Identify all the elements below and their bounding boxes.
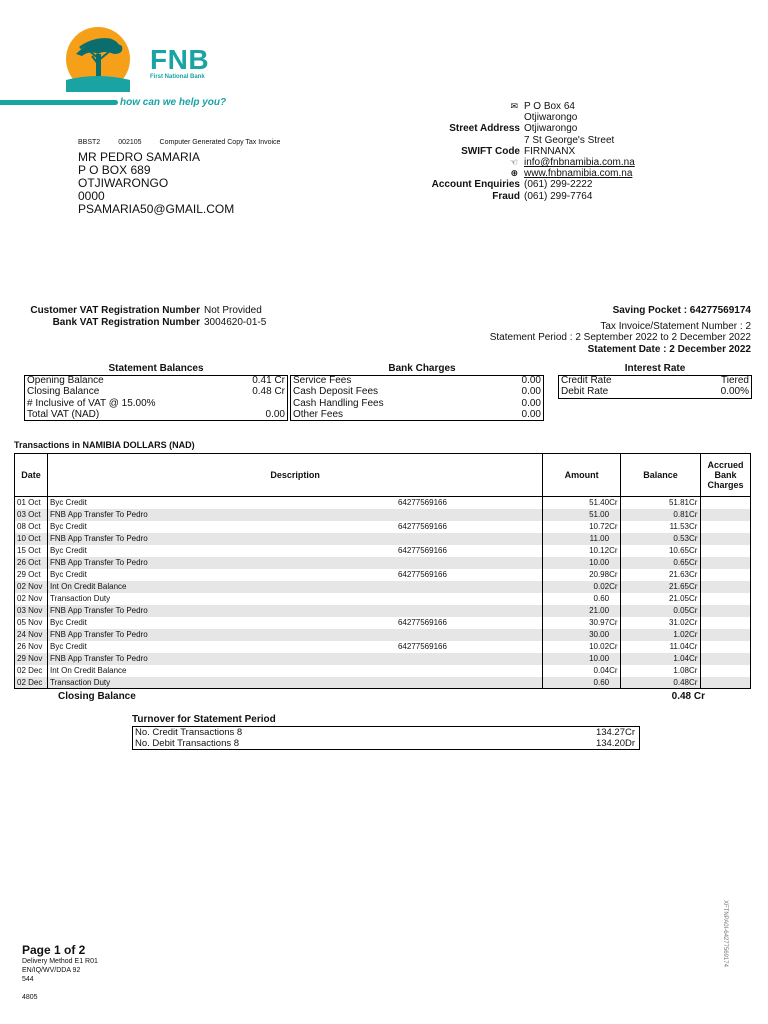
bank-contact-block — [400, 101, 740, 202]
interest-rate-row — [559, 376, 752, 387]
tx-balance-value: 51.81 — [668, 498, 689, 508]
tx-amount-value: 10.02 — [589, 642, 610, 651]
tx-amount — [543, 629, 621, 641]
tx-ref: 64277569166 — [397, 570, 447, 579]
tx-balance-value: 11.53 — [669, 522, 689, 531]
tx-balance-value: 1.08 — [673, 666, 689, 675]
col-date: Date — [15, 454, 48, 497]
tx-amount-value: 10.00 — [589, 558, 610, 567]
fraud-value: (061) 299-7764 — [524, 190, 593, 202]
page-number: Page 1 of 2 — [22, 943, 86, 957]
transaction-row — [15, 677, 751, 689]
tx-description — [47, 497, 542, 509]
tx-balance-value: 31.02 — [668, 618, 689, 627]
tx-description — [47, 581, 542, 593]
tx-balance — [621, 653, 701, 665]
tx-desc-text: Byc Credit — [49, 642, 87, 651]
tx-description — [47, 545, 542, 557]
tx-desc-text: Int On Credit Balance — [49, 582, 127, 591]
tx-desc-text: Byc Credit — [49, 522, 87, 531]
tx-description — [47, 617, 542, 629]
bank-charges-label: Cash Handling Fees — [293, 397, 384, 409]
bank-charges-table — [290, 375, 544, 421]
statement-balances-value — [230, 398, 288, 409]
tx-accrued — [701, 605, 751, 617]
interest-rate-value: 0.00% — [720, 386, 749, 398]
tx-date: 03 Nov — [15, 605, 48, 617]
tx-description — [47, 653, 542, 665]
bank-charges-label: Other Fees — [293, 408, 344, 420]
tx-balance-value: 11.04 — [669, 642, 689, 651]
tx-date: 01 Oct — [15, 497, 48, 509]
tx-amount-value: 11.00 — [589, 534, 610, 543]
tx-description — [47, 593, 542, 605]
customer-email: PSAMARIA50@GMAIL.COM — [78, 202, 235, 216]
interest-rate-title: Interest Rate — [624, 363, 686, 374]
transaction-row — [15, 581, 751, 593]
tx-amount-value: 51.40 — [589, 498, 610, 508]
col-balance: Balance — [621, 454, 701, 497]
tx-desc-text: FNB App Transfer To Pedro — [49, 654, 148, 663]
transaction-row — [15, 569, 751, 581]
tx-amount-value: 0.60 — [593, 677, 610, 687]
tx-date: 15 Oct — [15, 545, 48, 557]
tx-amount-cr: Cr — [609, 498, 618, 508]
tx-amount — [543, 665, 621, 677]
customer-vat-value: Not Provided — [204, 305, 262, 316]
tx-amount-cr: Cr — [609, 522, 618, 531]
tx-accrued — [701, 557, 751, 569]
email-link[interactable]: info@fnbnamibia.com.na — [524, 157, 635, 169]
statement-balances-row — [25, 387, 288, 398]
delivery-method: Delivery Method E1 R01 — [22, 958, 98, 965]
tx-amount-value: 10.00 — [589, 654, 610, 663]
tx-ref: 64277569166 — [397, 618, 447, 627]
tx-date: 05 Nov — [15, 617, 48, 629]
tx-balance-value: 1.04 — [673, 654, 689, 663]
turnover-label: No. Debit Transactions 8 — [135, 737, 240, 749]
tx-desc-text: FNB App Transfer To Pedro — [49, 630, 148, 639]
transactions-title: Transactions in NAMIBIA DOLLARS (NAD) — [14, 440, 195, 450]
customer-vat-label: Customer VAT Registration Number — [30, 305, 200, 316]
tx-balance-value: 0.81 — [673, 510, 689, 519]
customer-postcode: 0000 — [78, 189, 105, 203]
tx-date: 08 Oct — [15, 521, 48, 533]
tx-balance — [621, 497, 701, 509]
tx-amount-value: 0.02 — [593, 582, 610, 591]
tx-amount-value: 10.12 — [589, 546, 610, 555]
swift-value: FIRNNANX — [524, 145, 576, 157]
turnover-value — [493, 727, 640, 739]
tx-balance-value: 0.48 — [673, 677, 689, 687]
turnover-label: No. Credit Transactions 8 — [135, 726, 243, 738]
tx-description — [47, 641, 542, 653]
tx-description — [47, 677, 542, 689]
turnover-table — [132, 726, 640, 750]
tx-amount-cr: Cr — [609, 570, 618, 579]
interest-rate-row — [559, 387, 752, 398]
interest-rate-table — [558, 375, 752, 399]
transaction-row — [15, 533, 751, 545]
statement-balances-title: Statement Balances — [108, 363, 204, 374]
street-line1: Otjiwarongo — [524, 123, 578, 135]
statement-balances-label: Closing Balance — [27, 386, 100, 398]
envelope-icon: ✉ — [510, 101, 518, 111]
statement-balances-value: 0.41 Cr — [252, 375, 285, 387]
tx-balance — [621, 581, 701, 593]
tagline: how can we help you? — [120, 97, 227, 108]
statement-balances-label: Total VAT (NAD) — [27, 408, 100, 420]
tx-amount — [543, 605, 621, 617]
col-accrued: Accrued Bank Charges — [701, 454, 751, 497]
customer-city: OTJIWARONGO — [78, 176, 169, 190]
tx-amount-value: 30.97 — [589, 618, 610, 627]
statement-balances-row — [25, 398, 288, 409]
transaction-row — [15, 653, 751, 665]
tx-ref: 64277569166 — [397, 642, 447, 651]
tx-balance-cr: Cr — [689, 558, 698, 567]
bank-vat-value: 3004620-01-5 — [204, 316, 267, 328]
bank-charges-row — [291, 398, 544, 409]
tx-balance — [621, 665, 701, 677]
tx-balance — [621, 617, 701, 629]
tx-desc-text: Int On Credit Balance — [49, 666, 127, 675]
tx-description — [47, 629, 542, 641]
tx-amount-value: 0.04 — [593, 666, 610, 675]
interest-rate-label: Debit Rate — [561, 386, 609, 398]
tx-amount-value: 0.60 — [593, 594, 610, 603]
tx-amount-cr: Cr — [609, 582, 618, 591]
turnover-row — [133, 738, 640, 750]
ref-desc: Computer Generated Copy Tax Invoice — [159, 139, 281, 146]
bank-charges-value: 0.00 — [521, 408, 541, 420]
transaction-row — [15, 521, 751, 533]
tx-balance — [621, 557, 701, 569]
tx-date: 02 Nov — [15, 581, 48, 593]
tx-balance-cr: Cr — [689, 606, 698, 615]
tx-accrued — [701, 545, 751, 557]
bank-charges-row — [291, 409, 544, 420]
tx-amount — [543, 641, 621, 653]
tx-desc-text: Transaction Duty — [49, 594, 111, 603]
tx-amount — [543, 545, 621, 557]
tx-balance-cr: Cr — [689, 498, 698, 508]
tx-balance-value: 0.53 — [673, 534, 689, 543]
tx-amount-value: 20.98 — [589, 570, 610, 579]
ref-code1: BBST2 — [78, 139, 101, 146]
customer-address1: P O BOX 689 — [78, 163, 151, 177]
tx-amount-value: 51.00 — [589, 510, 610, 519]
tx-balance-cr: Cr — [689, 630, 698, 639]
tx-balance-value: 0.65 — [673, 558, 689, 567]
transaction-row — [15, 629, 751, 641]
tx-ref: 64277569166 — [397, 546, 447, 555]
interest-rate-label: Credit Rate — [561, 375, 612, 387]
customer-address — [78, 151, 234, 216]
turnover-amount: 134.20 — [595, 737, 625, 749]
statement-balances-table — [24, 375, 288, 421]
tx-description — [47, 521, 542, 533]
brand-name: FNB — [150, 44, 210, 75]
footer-code: 4805 — [22, 994, 38, 1001]
tx-date: 02 Nov — [15, 593, 48, 605]
tx-amount — [543, 617, 621, 629]
tx-amount — [543, 593, 621, 605]
tx-accrued — [701, 593, 751, 605]
globe-icon: ⊕ — [510, 168, 518, 179]
statement-balances-value: 0.00 — [265, 408, 285, 420]
tx-balance — [621, 593, 701, 605]
transaction-row — [15, 557, 751, 569]
tx-amount-cr: Cr — [609, 642, 618, 651]
closing-balance-value: 0.48 Cr — [671, 691, 705, 702]
turnover-suffix: Dr — [625, 737, 636, 749]
tx-date: 02 Dec — [15, 665, 48, 677]
footer-num: 544 — [22, 976, 34, 983]
tx-amount-value: 30.00 — [589, 630, 610, 639]
interest-rate-value: Tiered — [721, 375, 749, 387]
tx-balance-cr: Cr — [689, 677, 698, 687]
tx-desc-text: Transaction Duty — [49, 677, 111, 687]
turnover-row — [133, 727, 640, 739]
tx-ref: 64277569166 — [397, 522, 447, 531]
tx-desc-text: FNB App Transfer To Pedro — [49, 606, 148, 615]
bank-charges-label: Service Fees — [293, 375, 352, 387]
web-link[interactable]: www.fnbnamibia.com.na — [524, 168, 633, 180]
tx-balance-cr: Cr — [689, 570, 698, 579]
bank-charges-value: 0.00 — [521, 386, 541, 398]
swift-label: SWIFT Code — [461, 145, 520, 157]
tx-date: 29 Nov — [15, 653, 48, 665]
street-line2: 7 St George's Street — [524, 134, 615, 146]
tx-desc-text: FNB App Transfer To Pedro — [49, 510, 148, 519]
statement-balances-row — [25, 376, 288, 387]
tx-amount — [543, 521, 621, 533]
closing-balance-label: Closing Balance — [58, 691, 136, 702]
footer-codes — [22, 957, 98, 984]
tx-balance-value: 21.05 — [668, 594, 689, 603]
turnover-title: Turnover for Statement Period — [132, 714, 276, 725]
tx-amount-value: 10.72 — [589, 522, 610, 531]
tx-balance-value: 10.65 — [668, 546, 689, 555]
tx-accrued — [701, 665, 751, 677]
tx-accrued — [701, 509, 751, 521]
tx-balance-cr: Cr — [689, 618, 698, 627]
col-description: Description — [47, 454, 542, 497]
tx-accrued — [701, 533, 751, 545]
tx-balance-cr: Cr — [689, 666, 698, 675]
transaction-row — [15, 641, 751, 653]
reference-line — [78, 139, 280, 146]
tx-accrued — [701, 677, 751, 689]
bank-charges-label: Cash Deposit Fees — [293, 386, 379, 398]
statement-balances-value: 0.48 Cr — [252, 386, 285, 398]
enquiries-value: (061) 299-2222 — [524, 179, 593, 191]
tx-description — [47, 533, 542, 545]
tx-amount — [543, 569, 621, 581]
tx-description — [47, 509, 542, 521]
transactions-table — [14, 453, 751, 689]
tx-balance — [621, 641, 701, 653]
tx-balance-value: 1.02 — [673, 630, 689, 639]
tx-date: 24 Nov — [15, 629, 48, 641]
street-label: Street Address — [449, 123, 520, 135]
tx-balance — [621, 677, 701, 689]
tx-amount-cr: Cr — [609, 666, 618, 675]
tx-balance-value: 21.65 — [668, 582, 689, 591]
bank-charges-value: 0.00 — [521, 375, 541, 387]
brand-bar — [0, 100, 118, 105]
turnover-amount: 134.27 — [595, 726, 625, 738]
tx-desc-text: Byc Credit — [49, 498, 87, 508]
tx-accrued — [701, 629, 751, 641]
tx-balance-value: 21.63 — [668, 570, 689, 579]
tx-accrued — [701, 521, 751, 533]
fraud-label: Fraud — [492, 190, 520, 202]
tree-logo-icon — [64, 24, 154, 94]
tx-amount — [543, 533, 621, 545]
transaction-row — [15, 497, 751, 509]
tx-balance — [621, 629, 701, 641]
email-icon: ☜ — [509, 157, 518, 168]
tx-desc-text: FNB App Transfer To Pedro — [49, 534, 148, 543]
tx-description — [47, 665, 542, 677]
tx-date: 03 Oct — [15, 509, 48, 521]
tx-balance-cr: Cr — [689, 594, 698, 603]
transaction-row — [15, 605, 751, 617]
tx-balance — [621, 545, 701, 557]
tx-desc-text: Byc Credit — [49, 570, 87, 579]
customer-name: MR PEDRO SAMARIA — [78, 150, 201, 164]
tx-accrued — [701, 497, 751, 509]
transaction-row — [15, 665, 751, 677]
tx-accrued — [701, 581, 751, 593]
tx-ref: 64277569166 — [397, 498, 447, 508]
tx-amount — [543, 653, 621, 665]
footer-ref: EN/IQ/WV/DDA 92 — [22, 967, 81, 974]
tx-balance-cr: Cr — [689, 582, 698, 591]
tx-accrued — [701, 653, 751, 665]
tx-description — [47, 569, 542, 581]
tx-date: 29 Oct — [15, 569, 48, 581]
po-city: Otjiwarongo — [524, 112, 578, 124]
pocket-number: Saving Pocket : 64277569174 — [612, 305, 751, 316]
side-code: XFTNPA0I-64277569174 — [722, 900, 728, 967]
brand-subname: First National Bank — [150, 74, 205, 80]
tx-balance-value: 0.05 — [673, 606, 689, 615]
vat-block — [22, 305, 266, 328]
ref-code2: 002105 — [118, 139, 142, 146]
tx-balance — [621, 509, 701, 521]
statement-info — [490, 305, 751, 355]
tx-balance-cr: Cr — [689, 522, 698, 531]
tx-accrued — [701, 569, 751, 581]
tx-accrued — [701, 617, 751, 629]
tx-amount — [543, 497, 621, 509]
bank-charges-value: 0.00 — [521, 397, 541, 409]
tx-desc-text: Byc Credit — [49, 546, 87, 555]
tx-balance — [621, 521, 701, 533]
tx-balance-cr: Cr — [689, 534, 698, 543]
tx-amount — [543, 581, 621, 593]
tx-desc-text: Byc Credit — [49, 618, 87, 627]
po-box: P O Box 64 — [524, 101, 575, 112]
tx-date: 10 Oct — [15, 533, 48, 545]
enquiries-label: Account Enquiries — [431, 179, 520, 191]
tx-description — [47, 557, 542, 569]
turnover-value — [493, 738, 640, 750]
statement-balances-label: Opening Balance — [27, 375, 104, 387]
statement-period: Statement Period : 2 September 2022 to 2 December 2022 — [489, 332, 751, 343]
statement-date: Statement Date : 2 December 2022 — [587, 343, 751, 355]
statement-balances-label: # Inclusive of VAT @ 15.00% — [27, 397, 156, 409]
bank-charges-row — [291, 387, 544, 398]
tx-balance-cr: Cr — [689, 546, 698, 555]
tx-date: 02 Dec — [15, 677, 48, 689]
tx-accrued — [701, 641, 751, 653]
bank-charges-row — [291, 376, 544, 387]
tx-amount — [543, 677, 621, 689]
transaction-row — [15, 545, 751, 557]
tx-amount-value: 21.00 — [589, 606, 610, 615]
tx-amount-cr: Cr — [609, 546, 618, 555]
statement-balances-row — [25, 409, 288, 420]
tx-description — [47, 605, 542, 617]
bank-charges-title: Bank Charges — [388, 363, 456, 374]
col-amount: Amount — [543, 454, 621, 497]
tx-amount — [543, 509, 621, 521]
tx-balance-cr: Cr — [689, 510, 698, 519]
transaction-row — [15, 593, 751, 605]
tx-desc-text: FNB App Transfer To Pedro — [49, 558, 148, 567]
bank-vat-label: Bank VAT Registration Number — [52, 316, 200, 328]
invoice-number: Tax Invoice/Statement Number : 2 — [600, 320, 751, 332]
transaction-row — [15, 509, 751, 521]
tx-balance-cr: Cr — [689, 642, 698, 651]
tx-date: 26 Nov — [15, 641, 48, 653]
tx-balance — [621, 533, 701, 545]
turnover-suffix: Cr — [625, 726, 636, 738]
transaction-row — [15, 617, 751, 629]
tx-date: 26 Oct — [15, 557, 48, 569]
tx-balance — [621, 605, 701, 617]
tx-balance-cr: Cr — [689, 654, 698, 663]
tx-amount-cr: Cr — [609, 618, 618, 627]
tx-amount — [543, 557, 621, 569]
tx-balance — [621, 569, 701, 581]
